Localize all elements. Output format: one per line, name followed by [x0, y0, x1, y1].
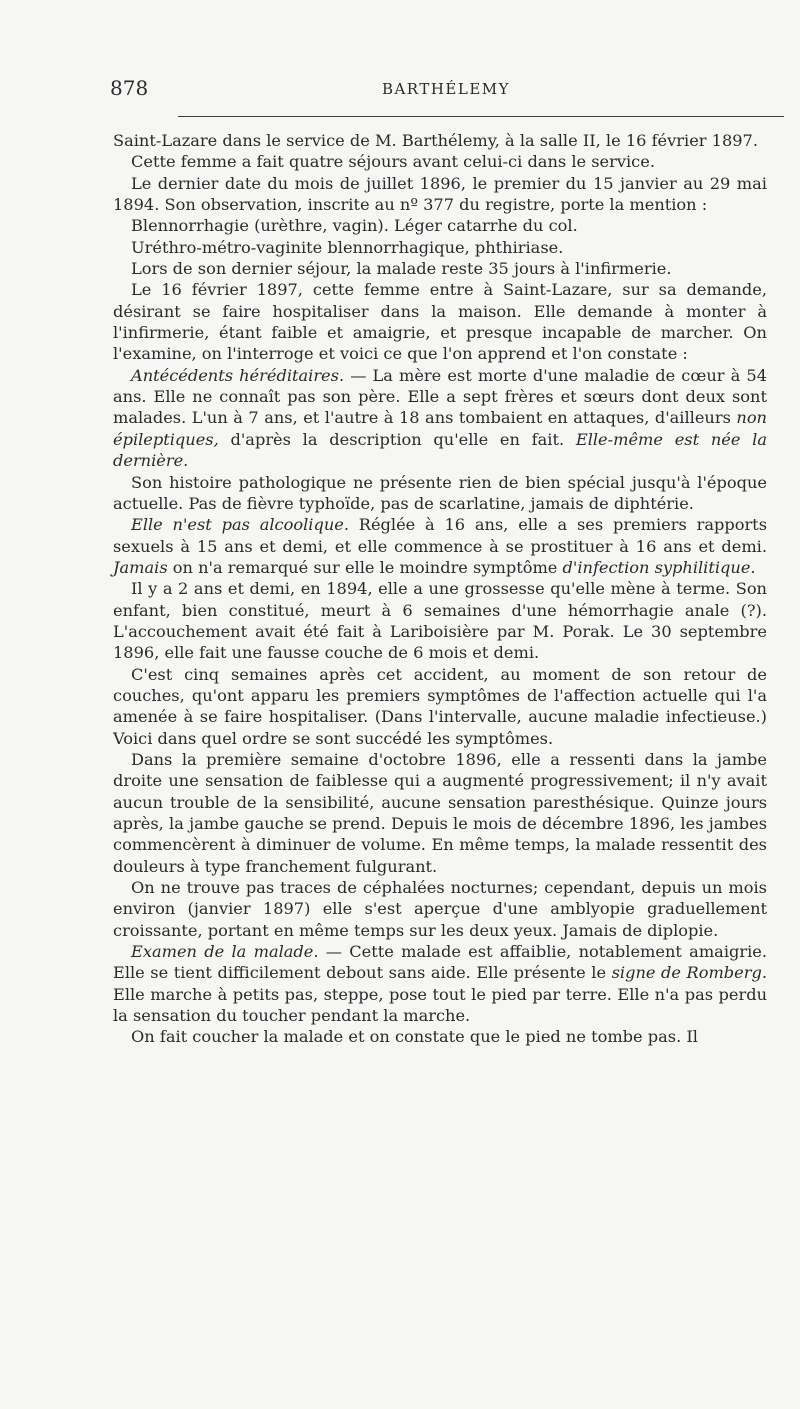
paragraph [113, 664, 767, 749]
text-run: Il y a 2 ans et demi, en 1894, elle a une grossesse qu'elle mène à terme. Son enfant, bien constitué, meurt à 6 semaines d'une hémorrhagie anale (?). L'accouchement avait été fait à Lariboisière par M. Porak. Le 30 septembre 1896, elle fait une fausse couche de 6 mois et demi. [113, 579, 767, 663]
text-run: Elle marche à petits pas, steppe, pose tout le pied par terre. Elle n'a pas perdu la sensation du toucher pendant la marche. [113, 984, 767, 1026]
page-header [110, 76, 782, 104]
page-number: 878 [110, 76, 149, 100]
body-text [113, 130, 767, 1048]
italic-text: non épileptiques, [113, 408, 767, 449]
text-run: Cette femme a fait quatre séjours avant celui-ci dans le service. [131, 152, 655, 172]
paragraph [113, 941, 767, 1026]
text-run: d'après la description qu'elle en fait. [218, 429, 576, 449]
paragraph [113, 749, 767, 877]
text-run: on n'a remarqué sur elle le moindre symptôme [167, 557, 563, 577]
text-run: Le dernier date du mois de juillet 1896, le premier du 15 janvier au 29 mai 1894. Son observation, inscrite au nº 377 du registre, porte la mention : [113, 173, 767, 215]
paragraph [113, 151, 767, 172]
italic-text: signe de Romberg. [611, 963, 767, 983]
paragraph [113, 130, 767, 151]
text-run: On ne trouve pas traces de céphalées nocturnes; cependant, depuis un mois environ (janvier 1897) elle s'est aperçue d'une amblyopie graduellement croissante, portant en même temps sur les deux yeux. Jamais de diplopie. [113, 878, 767, 940]
italic-text: Jamais [113, 557, 168, 577]
text-run: Réglée à 16 ans, elle a ses premiers rapports sexuels à 15 ans et demi, et elle commence à se prostituer à 16 ans et demi. [113, 515, 767, 556]
text-run: Saint-Lazare dans le service de M. Barthélemy, à la salle II, le 16 février 1897. [113, 131, 759, 150]
italic-text: Elle n'est pas alcoolique. [131, 515, 349, 535]
paragraph [113, 258, 767, 279]
text-run: Blennorrhagie (urèthre, vagin). Léger catarrhe du col. [131, 216, 578, 236]
text-run: Son histoire pathologique ne présente rien de bien spécial jusqu'à l'époque actuelle. Pas de fièvre typhoïde, pas de scarlatine, jamais de diphtérie. [113, 472, 767, 513]
running-title: BARTHÉLEMY [381, 80, 511, 98]
text-run: Uréthro-métro-vaginite blennorrhagique, phthiriase. [131, 237, 564, 257]
paragraph [113, 578, 767, 663]
text-run: Lors de son dernier séjour, la malade reste 35 jours à l'infirmerie. [131, 259, 672, 279]
paragraph [113, 472, 767, 515]
paragraph [113, 279, 767, 364]
paragraph [113, 1026, 767, 1047]
text-run: C'est cinq semaines après cet accident, au moment de son retour de couches, qu'ont apparu les premiers symptômes de l'affection actuelle qui l'a amenée à se faire hospitaliser. (Dans l'intervalle, aucune maladie infectieuse.) Voici dans quel ordre se sont succédé les symptômes. [113, 664, 767, 748]
paragraph [113, 365, 767, 472]
text-run: Le 16 février 1897, cette femme entre à Saint-Lazare, sur sa demande, désirant se faire hospitaliser dans la maison. Elle demande à monter à l'infirmerie, étant faible et amaigrie, et presque incapable de marcher. On l'examine, on l'interroge et voici ce que l'on apprend et l'on constate : [113, 280, 767, 364]
text-run: — La mère est morte d'une maladie de cœur à 54 ans. Elle ne connaît pas son père. Elle a sept frères et sœurs dont deux sont malades. L'un à 7 ans, et l'autre à 18 ans tombaient en attaques, d'ailleurs [113, 365, 767, 428]
italic-text: Antécédents héréditaires. [131, 365, 345, 385]
paragraph [113, 877, 767, 941]
text-run: On fait coucher la malade et on constate que le pied ne tombe pas. Il [131, 1027, 698, 1047]
text-run: Dans la première semaine d'octobre 1896, elle a ressenti dans la jambe droite une sensation de faiblesse qui a augmenté progressivement; il n'y avait aucun trouble de la sensibilité, aucune sensation paresthésique. Quinze jours après, la jambe gauche se prend. Depuis le mois de décembre 1896, les jambes commencèrent à diminuer de volume. En même temps, la malade ressentit des douleurs à type franchement fulgurant. [113, 749, 767, 876]
italic-text: Elle-même est née la dernière. [113, 429, 767, 471]
italic-text: Examen de la malade. [131, 942, 319, 962]
header-rule [178, 116, 784, 117]
paragraph [113, 173, 767, 216]
text-run: — Cette malade est affaiblie, notablement amaigrie. Elle se tient difficilement debout sans aide. Elle présente le [113, 942, 768, 983]
paragraph [113, 237, 767, 258]
paragraph [113, 514, 767, 578]
italic-text: d'infection syphilitique. [562, 557, 756, 577]
paragraph [113, 215, 767, 236]
